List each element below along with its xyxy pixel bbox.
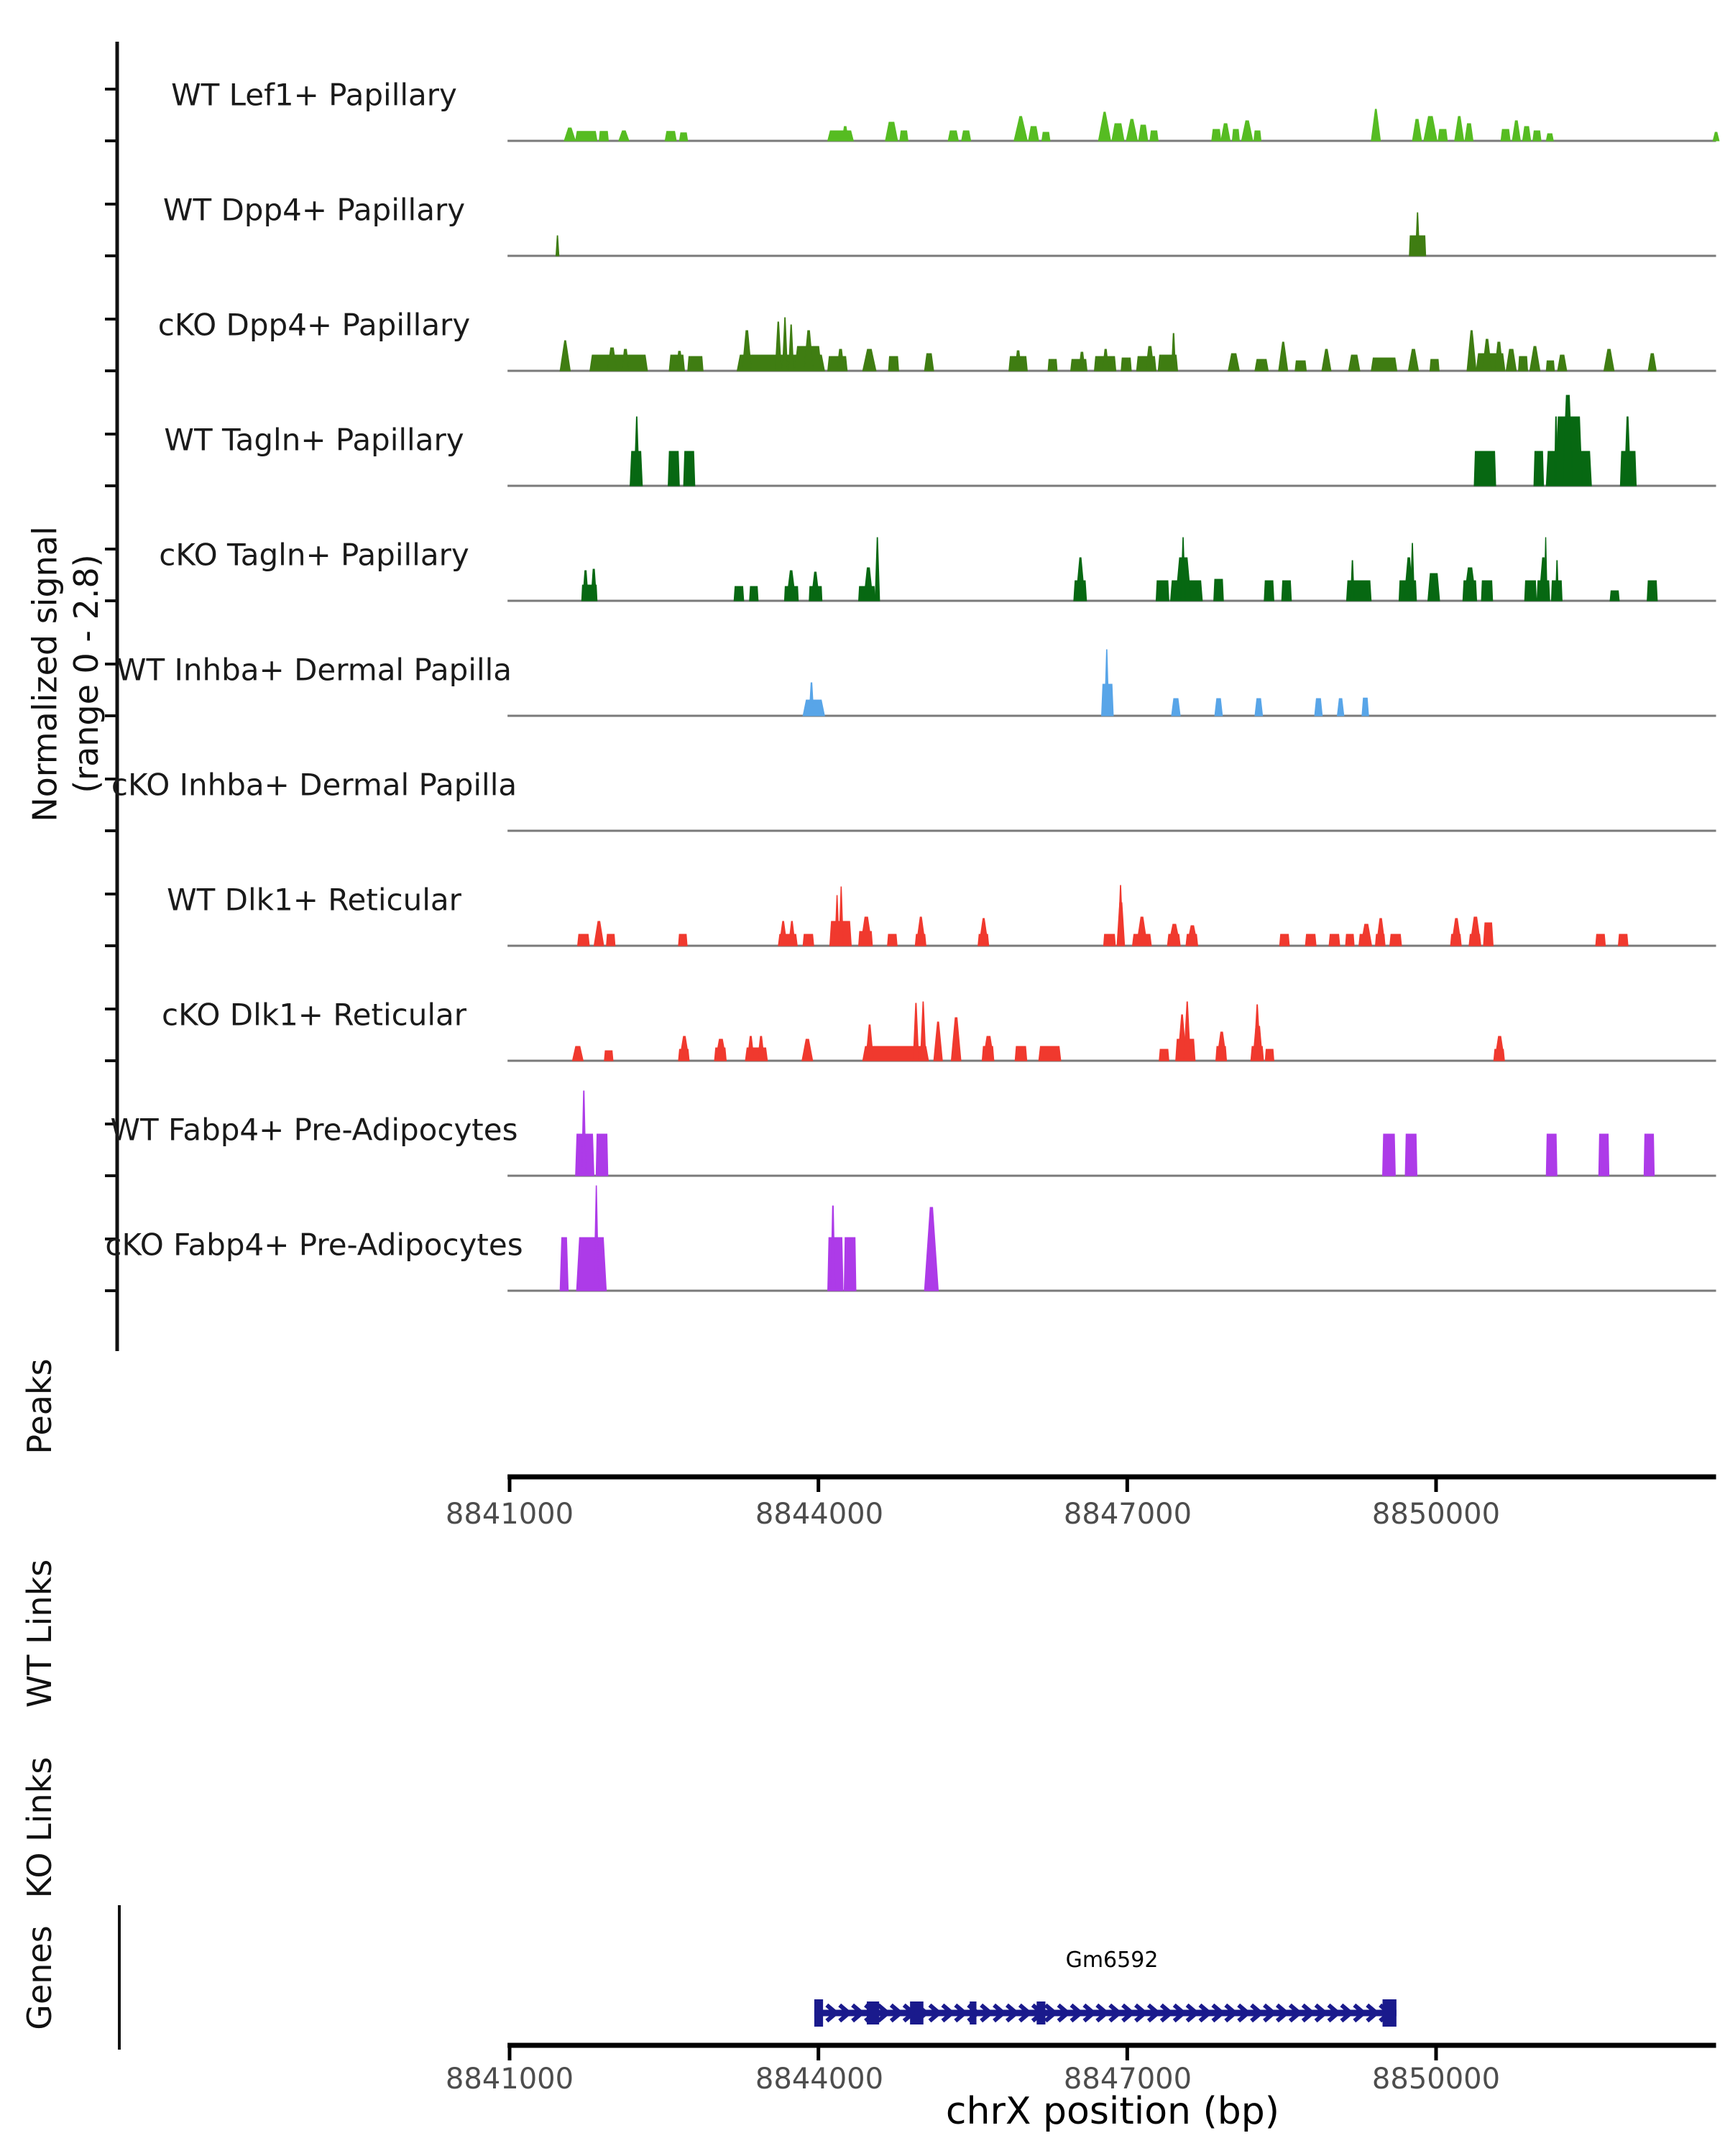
signal-peak [734, 586, 744, 601]
peaks-axis-tick-label-1: 8841000 [445, 1498, 574, 1531]
signal-peak [924, 354, 934, 371]
signal-peak [1647, 581, 1657, 601]
signal-peak [1348, 355, 1360, 371]
signal-peak [1338, 699, 1344, 716]
signal-peak [1519, 356, 1528, 371]
signal-peak [578, 934, 589, 946]
x-axis-tick-label-1: 8841000 [445, 2063, 574, 2096]
signal-peak [1214, 579, 1224, 601]
signal-peak [888, 934, 898, 946]
signal-peak [788, 325, 794, 371]
signal-peak [1376, 918, 1385, 946]
signal-peak [1546, 134, 1553, 141]
gene-name-label: Gm6592 [1065, 1948, 1159, 1973]
signal-peak [604, 1051, 613, 1061]
track-label-wt-lef1: WT Lef1+ Papillary [171, 77, 457, 113]
signal-peak [1212, 129, 1221, 141]
x-axis-tick-label-3: 8847000 [1063, 2063, 1192, 2096]
signal-peak [1438, 129, 1448, 141]
signal-peak [679, 133, 687, 141]
signal-peak [1105, 650, 1109, 716]
signal-peak [1156, 581, 1169, 601]
signal-peak [913, 1003, 919, 1061]
signal-peak [1470, 917, 1481, 946]
track-signal [560, 318, 1656, 371]
y-axis-title-line1: Normalized signal [25, 526, 65, 822]
signal-peak [1014, 116, 1028, 141]
signal-peak [1254, 131, 1261, 141]
signal-peak [1138, 125, 1148, 141]
x-axis-title: chrX position (bp) [945, 2090, 1280, 2133]
signal-peak [1181, 538, 1185, 601]
track-label-cko-tagln: cKO Tagln+ Papillary [159, 537, 469, 573]
signal-peak [1405, 1134, 1417, 1176]
signal-peak [900, 131, 908, 141]
signal-peak [1544, 538, 1547, 601]
signal-peak [1474, 451, 1496, 486]
signal-peak [1103, 934, 1115, 946]
signal-peak [1279, 342, 1288, 371]
signal-peak [1265, 1049, 1274, 1061]
signal-peak [862, 349, 876, 371]
signal-peak [839, 887, 843, 946]
signal-peak [1264, 581, 1274, 601]
signal-peak [1558, 355, 1567, 371]
track-label-cko-inhba: cKO Inhba+ Dermal Papilla [111, 767, 518, 803]
signal-peak [1371, 109, 1381, 141]
signal-peak [1610, 591, 1619, 601]
section-label-wt-links: WT Links [20, 1559, 59, 1708]
signal-peak [1624, 417, 1631, 486]
signal-peak [1484, 923, 1494, 946]
signal-peak [1315, 699, 1322, 716]
section-label-peaks: Peaks [20, 1358, 59, 1455]
signal-peak [1305, 934, 1316, 946]
signal-peak [951, 1018, 961, 1061]
signal-peak [1596, 934, 1606, 946]
signal-peak [786, 571, 796, 601]
signal-peak [1079, 352, 1085, 371]
signal-peak [668, 451, 680, 486]
signal-peak [1098, 112, 1110, 141]
signal-peak [1644, 1134, 1654, 1176]
signal-peak [1495, 1036, 1505, 1061]
signal-peak [1371, 358, 1397, 371]
signal-peak [1048, 359, 1057, 371]
y-axis-title [25, 526, 108, 822]
signal-peak [1383, 1134, 1396, 1176]
signal-peak [715, 1039, 726, 1061]
signal-peak [809, 683, 814, 716]
signal-peak [1215, 699, 1223, 716]
signal-peak [1464, 568, 1476, 601]
signal-peak [1415, 213, 1420, 256]
signal-peak [1329, 934, 1340, 946]
signal-peak [1103, 349, 1109, 371]
signal-peak [828, 131, 854, 141]
peaks-axis-tick-label-4: 8850000 [1371, 1498, 1501, 1531]
signal-peak [934, 1022, 942, 1061]
signal-peak [866, 1025, 874, 1061]
signal-peak [1146, 346, 1154, 371]
track-signal [556, 213, 1425, 256]
signal-peak [1390, 934, 1402, 946]
track-signal [572, 1002, 1504, 1061]
signal-peak [676, 351, 683, 371]
track-signal [578, 885, 1629, 946]
signal-peak [920, 1002, 926, 1061]
signal-peak [1255, 699, 1263, 716]
signal-peak [1184, 1002, 1190, 1061]
signal-peak [591, 569, 597, 601]
signal-peak [831, 1206, 835, 1291]
signal-peak [916, 917, 926, 946]
signal-peak [1428, 573, 1440, 601]
signal-peak [1346, 934, 1354, 946]
signal-peak [1172, 699, 1180, 716]
signal-peak [1546, 1134, 1557, 1176]
signal-peak [1424, 116, 1438, 141]
signal-peak [1495, 342, 1503, 371]
signal-peak [842, 126, 849, 141]
signal-peak [1039, 1046, 1061, 1061]
signal-peak [979, 918, 988, 946]
signal-peak [1172, 333, 1176, 371]
signal-peak [1501, 129, 1510, 141]
signal-peak [758, 1036, 764, 1061]
track-label-cko-fabp4: cKO Fabp4+ Pre-Adipocytes [105, 1227, 523, 1263]
signal-peak [983, 1036, 994, 1061]
signal-peak [948, 131, 958, 141]
signal-peak [1159, 1049, 1169, 1061]
signal-peak [837, 349, 844, 371]
track-label-cko-dlk1: cKO Dlk1+ Reticular [162, 997, 466, 1033]
signal-peak [1112, 124, 1124, 141]
signal-peak [678, 934, 687, 946]
track-signal [803, 650, 1368, 716]
signal-peak [1029, 126, 1039, 141]
signal-peak [1041, 132, 1049, 141]
signal-peak [864, 568, 873, 601]
signal-peak [1361, 924, 1371, 946]
signal-peak [1430, 359, 1439, 371]
signal-peak [783, 318, 788, 371]
signal-peak [1481, 581, 1493, 601]
signal-peak [1451, 918, 1461, 946]
signal-peak [576, 1238, 607, 1291]
track-label-wt-dpp4: WT Dpp4+ Papillary [162, 192, 466, 228]
signal-peak [1279, 934, 1289, 946]
signal-peak [1555, 561, 1558, 601]
signal-peak [1408, 349, 1418, 371]
signal-peak [1410, 543, 1414, 601]
signal-peak [619, 131, 629, 141]
signal-peak [1534, 451, 1544, 486]
signal-peak [1076, 558, 1085, 601]
signal-peak [1455, 116, 1464, 141]
signal-peak [1121, 358, 1131, 371]
signal-peak [1136, 917, 1147, 946]
section-label-ko-links: KO Links [20, 1756, 59, 1899]
signal-peak [1713, 132, 1719, 141]
signal-peak [835, 895, 840, 946]
signal-peak [1241, 121, 1253, 141]
signal-peak [788, 921, 795, 946]
signal-peak [1221, 124, 1230, 141]
signal-peak [576, 132, 597, 141]
track-signal [581, 538, 1657, 601]
signal-peak [1506, 349, 1516, 371]
signal-peak [748, 1036, 754, 1061]
signal-peak [688, 356, 703, 371]
signal-peak [1282, 581, 1292, 601]
signal-peak [1465, 124, 1473, 141]
signal-peak [1512, 121, 1520, 141]
signal-peak [556, 236, 558, 256]
signal-peak [607, 934, 615, 946]
signal-peak [1346, 581, 1371, 601]
signal-peak [1546, 361, 1554, 371]
signal-peak [594, 921, 604, 946]
track-label-wt-dlk1: WT Dlk1+ Reticular [167, 882, 461, 918]
signal-peak [679, 1036, 689, 1061]
signal-peak [572, 1046, 583, 1061]
signal-peak [1255, 359, 1269, 371]
signal-peak [886, 122, 898, 141]
signal-peak [622, 349, 629, 371]
signal-peak [802, 1039, 813, 1061]
signal-peak [581, 1091, 586, 1176]
signal-peak [1412, 119, 1422, 141]
signal-peak [599, 132, 609, 141]
signal-peak [583, 571, 589, 601]
signal-peak [560, 341, 570, 371]
signal-peak [1351, 561, 1354, 601]
x-axis-tick-label-4: 8850000 [1371, 2063, 1501, 2096]
signal-peak [1648, 354, 1656, 371]
signal-peak [742, 331, 752, 371]
signal-peak [779, 921, 787, 946]
signal-peak [1524, 581, 1536, 601]
signal-peak [1563, 395, 1573, 486]
signal-peak [590, 355, 648, 371]
signal-peak [750, 586, 758, 601]
signal-peak [564, 128, 576, 141]
signal-peak [1126, 119, 1138, 141]
signal-peak [828, 1238, 843, 1291]
signal-peak [1228, 354, 1240, 371]
signal-peak [596, 1134, 607, 1176]
signal-peak [888, 356, 898, 371]
signal-peak [1015, 1046, 1026, 1061]
signal-peak [1533, 131, 1541, 141]
track-signal [560, 1186, 938, 1291]
track-label-wt-tagln: WT Tagln+ Papillary [164, 422, 464, 458]
signal-peak [594, 1186, 598, 1291]
track-label-wt-fabp4: WT Fabp4+ Pre-Adipocytes [110, 1112, 518, 1148]
signal-peak [1604, 349, 1614, 371]
peaks-axis-tick-label-2: 8844000 [755, 1498, 884, 1531]
signal-peak [1619, 934, 1629, 946]
signal-peak [924, 1207, 938, 1291]
y-axis-title-line2: (range 0 - 2.8) [67, 554, 106, 794]
signal-peak [560, 1238, 568, 1291]
track-signal [576, 1091, 1655, 1176]
signal-peak [665, 132, 676, 141]
track-label-wt-inhba: WT Inhba+ Dermal Papilla [116, 652, 512, 688]
signal-peak [1362, 698, 1368, 716]
signal-peak [1598, 1134, 1609, 1176]
signal-peak [1530, 346, 1540, 371]
signal-peak [1232, 129, 1239, 141]
peaks-axis-tick-label-3: 8847000 [1063, 1498, 1192, 1531]
signal-peak [844, 1238, 855, 1291]
signal-peak [875, 538, 879, 601]
signal-peak [607, 348, 617, 371]
signal-peak [803, 934, 814, 946]
signal-peak [1467, 331, 1476, 371]
x-axis-tick-label-2: 8844000 [755, 2063, 884, 2096]
signal-peak [1015, 351, 1021, 371]
signal-peak [1150, 131, 1158, 141]
track-label-cko-dpp4: cKO Dpp4+ Papillary [157, 307, 471, 343]
signal-peak [1522, 126, 1530, 141]
section-label-genes: Genes [20, 1925, 59, 2030]
signal-peak [962, 131, 971, 141]
signal-peak [684, 451, 695, 486]
signal-peak [776, 322, 782, 371]
gene-exon [814, 1999, 823, 2027]
signal-peak [1295, 361, 1307, 371]
track-signal [564, 109, 1719, 141]
signal-peak [1322, 349, 1331, 371]
track-signal [630, 395, 1637, 486]
